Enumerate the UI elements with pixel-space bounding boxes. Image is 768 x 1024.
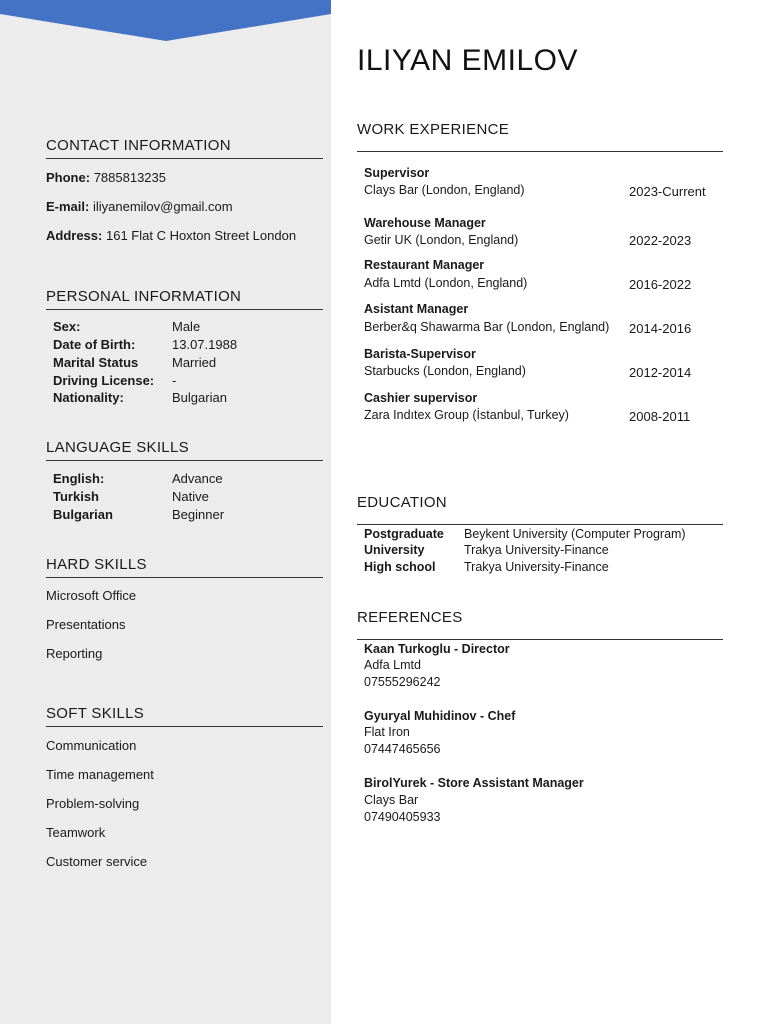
header-banner <box>0 0 331 42</box>
job-place: Berber&q Shawarma Bar (London, England) <box>364 320 610 334</box>
job-years: 2012-2014 <box>629 365 692 380</box>
job-years: 2008-2011 <box>629 409 691 424</box>
address-value: 161 Flat C Hoxton Street London <box>105 228 297 243</box>
soft-skill-item: Teamwork <box>46 825 106 840</box>
personal-key: Nationality: <box>53 390 124 405</box>
reference-name: BirolYurek - Store Assistant Manager <box>364 776 584 790</box>
education-degree: Postgraduate <box>364 527 444 541</box>
contact-email <box>46 199 233 214</box>
soft-skill-item: Time management <box>46 767 154 782</box>
job-years: 2022-2023 <box>629 233 692 248</box>
language-level: Native <box>172 489 209 504</box>
language-name: Bulgarian <box>53 507 113 522</box>
job-title: Restaurant Manager <box>364 258 485 272</box>
hard-skill-item: Presentations <box>46 617 126 632</box>
reference-company: Clays Bar <box>364 793 419 807</box>
job-place: Clays Bar (London, England) <box>364 183 525 197</box>
reference-company: Adfa Lmtd <box>364 658 421 672</box>
soft-skills-section-title: SOFT SKILLS <box>46 705 323 727</box>
job-title: Cashier supervisor <box>364 391 478 405</box>
job-title: Supervisor <box>364 166 430 180</box>
work-section-title: WORK EXPERIENCE <box>357 121 723 152</box>
personal-key: Marital Status <box>53 355 139 370</box>
personal-key: Sex: <box>53 319 81 334</box>
job-title: Warehouse Manager <box>364 216 486 230</box>
education-school: Trakya University-Finance <box>464 543 609 557</box>
personal-key: Driving License: <box>53 373 155 388</box>
language-name: Turkish <box>53 489 99 504</box>
contact-phone <box>46 170 166 185</box>
job-place: Zara Indıtex Group (İstanbul, Turkey) <box>364 408 569 422</box>
education-section-title: EDUCATION <box>357 494 723 525</box>
language-level: Advance <box>172 471 223 486</box>
phone-value: 7885813235 <box>93 170 166 185</box>
personal-key: Date of Birth: <box>53 337 136 352</box>
personal-value: - <box>172 373 177 388</box>
job-years: 2016-2022 <box>629 277 692 292</box>
contact-address <box>46 228 296 243</box>
address-label: Address: <box>46 228 103 243</box>
language-section-title: LANGUAGE SKILLS <box>46 439 323 461</box>
email-label: E-mail: <box>46 199 90 214</box>
job-years: 2014-2016 <box>629 321 692 336</box>
job-place: Starbucks (London, England) <box>364 364 526 378</box>
language-name: English: <box>53 471 105 486</box>
references-section-title: REFERENCES <box>357 609 723 640</box>
hard-skills-section-title: HARD SKILLS <box>46 556 323 578</box>
sidebar <box>0 0 331 1024</box>
email-value: iliyanemilov@gmail.com <box>92 199 233 214</box>
education-school: Trakya University-Finance <box>464 560 609 574</box>
job-place: Adfa Lmtd (London, England) <box>364 276 528 290</box>
job-title: Asistant Manager <box>364 302 469 316</box>
soft-skill-item: Customer service <box>46 854 148 869</box>
soft-skill-item: Communication <box>46 738 137 753</box>
education-degree: High school <box>364 560 436 574</box>
reference-phone: 07555296242 <box>364 675 441 689</box>
education-school: Beykent University (Computer Program) <box>464 527 686 541</box>
job-title: Barista-Supervisor <box>364 347 476 361</box>
job-place: Getir UK (London, England) <box>364 233 519 247</box>
education-degree: University <box>364 543 425 557</box>
candidate-name: ILIYAN EMILOV <box>357 44 579 77</box>
hard-skill-item: Reporting <box>46 646 103 661</box>
soft-skill-item: Problem-solving <box>46 796 140 811</box>
job-years: 2023-Current <box>629 184 706 199</box>
reference-company: Flat Iron <box>364 725 410 739</box>
personal-value: 13.07.1988 <box>172 337 238 352</box>
reference-name: Gyuryal Muhidinov - Chef <box>364 709 516 723</box>
personal-value: Married <box>172 355 217 370</box>
personal-value: Male <box>172 319 201 334</box>
language-level: Beginner <box>172 507 225 522</box>
reference-phone: 07490405933 <box>364 810 441 824</box>
hard-skill-item: Microsoft Office <box>46 588 137 603</box>
reference-phone: 07447465656 <box>364 742 441 756</box>
personal-section-title: PERSONAL INFORMATION <box>46 288 323 310</box>
personal-value: Bulgarian <box>172 390 227 405</box>
phone-label: Phone: <box>46 170 91 185</box>
contact-section-title: CONTACT INFORMATION <box>46 137 323 159</box>
reference-name: Kaan Turkoglu - Director <box>364 642 510 656</box>
